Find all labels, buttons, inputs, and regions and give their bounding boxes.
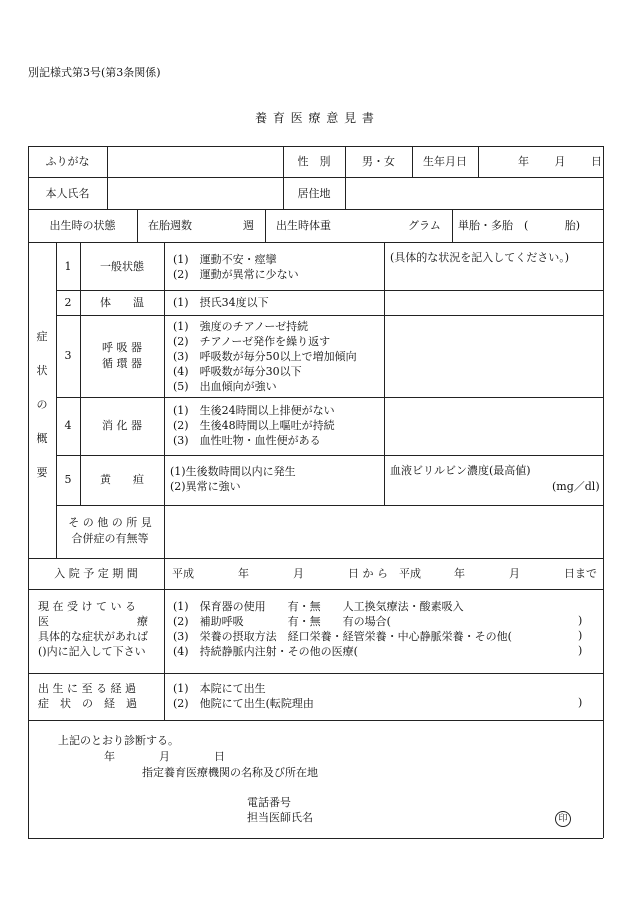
seal-mark: 印 [555, 811, 571, 827]
symptom-name-respiratory: 呼 吸 器 循 環 器 [102, 341, 142, 370]
close-paren: ) [578, 644, 583, 657]
symptom-items-respiratory: (1) 強度のチアノーゼ持続 (2) チアノーゼ発作を繰り返す (3) 呼吸数が毎分50以上で増加傾向 (4) 呼吸数が毎分30以下 (5) 出血傾向が強い [173, 320, 357, 393]
birth-state-label: 出生時の状態 [49, 219, 116, 232]
name-label: 本人氏名 [45, 187, 90, 200]
phone-label: 電話番号 [247, 796, 291, 809]
symptom-name-general: 一般状態 [100, 260, 144, 273]
symptom-number: 3 [64, 349, 72, 362]
symptom-number: 2 [64, 296, 72, 309]
birthdate-label: 生年月日 [423, 155, 467, 168]
admission-period-value: 平成 年 月 日 か ら 平成 年 月 日まで [172, 567, 597, 580]
birthdate-value: 年 月 日 [518, 155, 602, 168]
close-paren: ) [578, 696, 583, 709]
birth-course-items: (1) 本院にて出生 (2) 他院にて出生(転院理由 [173, 682, 314, 710]
symptom-number: 5 [64, 473, 72, 486]
situation-note: (具体的な状況を記入してください。) [390, 251, 570, 264]
birth-weight-unit: グラム [408, 219, 441, 232]
bilirubin-unit: (mg／dl) [552, 480, 600, 493]
other-findings-label: そ の 他 の 所 見 合併症の有無等 [68, 516, 152, 545]
symptom-summary-label: 症 状 の 概 要 [36, 330, 48, 479]
admission-period-label: 入 院 予 定 期 間 [54, 567, 138, 580]
symptom-items-general: (1) 運動不安・痙攣 (2) 運動が異常に少ない [173, 253, 299, 281]
sex-value: 男・女 [362, 155, 395, 168]
sex-label: 性 別 [297, 155, 331, 168]
address-label: 居住地 [297, 187, 331, 200]
symptom-number: 1 [64, 260, 72, 273]
birth-course-label: 出 生 に 至 る 経 過 症 状 の 経 過 [38, 682, 137, 710]
symptom-name-jaundice: 黄 疸 [100, 473, 144, 486]
institution-label: 指定養育医療機関の名称及び所在地 [142, 766, 318, 779]
diagnosis-date: 年 月 日 [104, 750, 225, 763]
close-paren: ) [578, 629, 583, 642]
birth-weight-label: 出生時体重 [276, 219, 331, 232]
doctor-name-label: 担当医師氏名 [247, 811, 313, 824]
symptom-name-digestive: 消 化 器 [102, 419, 142, 432]
bilirubin-label: 血液ビリルビン濃度(最高値) [390, 464, 531, 477]
form-number-label: 別記様式第3号(第3条関係) [28, 66, 161, 79]
gestation-weeks-label: 在胎週数 [148, 219, 192, 232]
diagnosis-statement: 上記のとおり診断する。 [58, 734, 179, 747]
symptom-number: 4 [64, 419, 72, 432]
current-care-items: (1) 保育器の使用 有・無 人工換気療法・酸素吸入 (2) 補助呼吸 有・無 有の場合( (3) 栄養の摂取方法 経口栄養・経管栄養・中心静脈栄養・その他( (4) 持続静脈内注射・その他の医療( [173, 600, 512, 658]
gestation-weeks-unit: 週 [243, 219, 254, 232]
symptom-name-temperature: 体 温 [100, 296, 144, 309]
symptom-items-temperature: (1) 摂氏34度以下 [173, 296, 269, 309]
symptom-items-jaundice: (1)生後数時間以内に発生 (2)異常に強い [170, 465, 296, 493]
document-title: 養 育 医 療 意 見 書 [255, 111, 375, 125]
symptom-items-digestive: (1) 生後24時間以上排便がない (2) 生後48時間以上嘔吐が持続 (3) 血性吐物・血性便がある [173, 404, 335, 447]
multiple-birth-field: 単胎・多胎 ( 胎) [458, 219, 581, 232]
furigana-label: ふりがな [45, 155, 90, 168]
close-paren: ) [578, 614, 583, 627]
current-care-label: 現 在 受 け て い る 医 療 具体的な症状があれば ()内に記入して下さい [38, 600, 148, 658]
